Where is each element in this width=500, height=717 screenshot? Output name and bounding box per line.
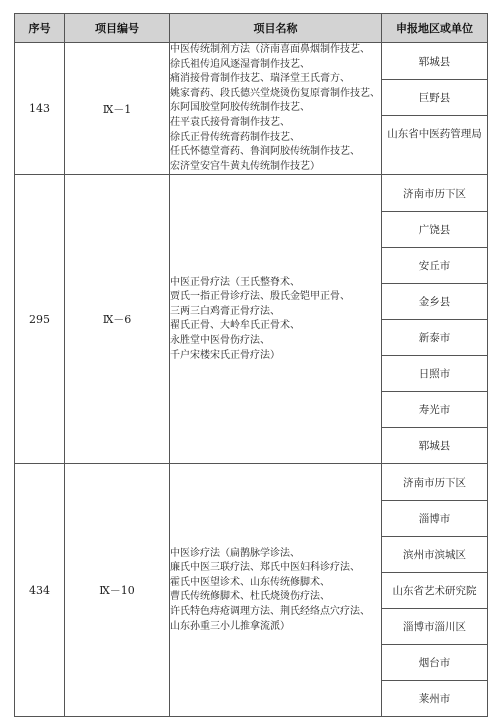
serial-number: 295 xyxy=(15,175,65,464)
project-name-line: 中医正骨疗法（王氏整脊术、 xyxy=(170,276,300,288)
table-row xyxy=(15,175,488,464)
project-name-line: 山东孙重三小儿推拿流派） xyxy=(170,620,290,632)
region-cell: 寿光市 xyxy=(382,391,487,427)
header-row xyxy=(15,14,488,43)
serial-number: 143 xyxy=(15,43,65,175)
project-name-line: 徐氏祖传追风逐湿膏制作技艺、 xyxy=(170,58,310,70)
project-name-line: 任氏怀德堂膏药、鲁润阿胶传统制作技艺、 xyxy=(170,146,360,158)
project-name-line: 霍氏中医望诊术、山东传统修脚术、 xyxy=(170,576,330,588)
header-project-name: 项目名称 xyxy=(170,14,382,43)
region-cell: 日照市 xyxy=(382,355,487,391)
project-name-line: 痛消接骨膏制作技艺、瑞泽堂王氏膏方、 xyxy=(170,73,350,85)
project-name xyxy=(170,43,382,175)
project-name-line: 曹氏传统修脚术、杜氏烧烫伤疗法、 xyxy=(170,591,330,603)
project-name xyxy=(170,175,382,464)
project-name-line: 许氏特色痔疮调理方法、荆氏经络点穴疗法、 xyxy=(170,605,370,617)
header-serial-number: 序号 xyxy=(15,14,65,43)
header-region-unit: 申报地区或单位 xyxy=(382,14,488,43)
project-table xyxy=(14,13,488,717)
region-list xyxy=(382,43,488,175)
region-cell: 巨野县 xyxy=(382,79,487,115)
project-name-line: 茌平袁氏接骨膏制作技艺、 xyxy=(170,116,290,128)
serial-number: 434 xyxy=(15,464,65,717)
project-name-line: 贾氏一指正骨诊疗法、殷氏金铠甲正骨、 xyxy=(170,291,350,303)
project-name-line: 徐氏正骨传统膏药制作技艺、 xyxy=(170,131,300,143)
region-cell: 莱州市 xyxy=(382,680,487,716)
region-cell: 烟台市 xyxy=(382,644,487,680)
project-name-line: 中医传统制剂方法（济南喜面鼻烟制作技艺、 xyxy=(170,44,370,55)
region-cell: 金乡县 xyxy=(382,283,487,319)
region-cell: 淄博市 xyxy=(382,500,487,536)
project-name-line: 东阿国胶堂阿胶传统制作技艺、 xyxy=(170,102,310,114)
region-cell: 郓城县 xyxy=(418,55,451,68)
region-cell: 山东省艺术研究院 xyxy=(382,572,487,608)
project-name xyxy=(170,464,382,717)
table-header xyxy=(15,14,488,43)
project-name-line: 永胜堂中医骨伤疗法、 xyxy=(170,334,270,346)
project-name-line: 宏济堂安宫牛黄丸传统制作技艺） xyxy=(170,160,320,172)
region-cell: 广饶县 xyxy=(382,211,487,247)
project-name-line: 三两三白鸡膏正骨疗法、 xyxy=(170,305,280,317)
project-name-line: 翟氏正骨、大岭牟氏正骨术、 xyxy=(170,320,300,332)
project-name-line: 千户宋楼宋氏正骨疗法） xyxy=(170,349,280,361)
header-project-code: 项目编号 xyxy=(65,14,170,43)
project-code: Ⅸ－6 xyxy=(65,175,170,464)
region-cell: 安丘市 xyxy=(382,247,487,283)
project-code: Ⅸ－10 xyxy=(65,464,170,717)
region-cell: 山东省中医药管理局 xyxy=(382,115,487,151)
region-cell: 新泰市 xyxy=(382,319,487,355)
region-cell: 滨州市滨城区 xyxy=(382,536,487,572)
table-row xyxy=(15,43,488,175)
project-name-line: 姚家膏药、段氏德兴堂烧烫伤复原膏制作技艺、 xyxy=(170,87,380,99)
table-row xyxy=(15,464,488,717)
region-list xyxy=(382,464,488,717)
project-code: Ⅸ－1 xyxy=(65,43,170,175)
region-cell: 郓城县 xyxy=(382,427,487,463)
region-cell: 淄博市淄川区 xyxy=(382,608,487,644)
project-name-line: 廉氏中医三联疗法、郑氏中医妇科诊疗法、 xyxy=(170,562,360,574)
region-cell: 济南市历下区 xyxy=(403,476,466,489)
region-list xyxy=(382,175,488,464)
table-body xyxy=(15,43,488,717)
region-cell: 济南市历下区 xyxy=(403,187,466,200)
project-name-line: 中医诊疗法（扁鹊脉学诊法、 xyxy=(170,547,300,559)
